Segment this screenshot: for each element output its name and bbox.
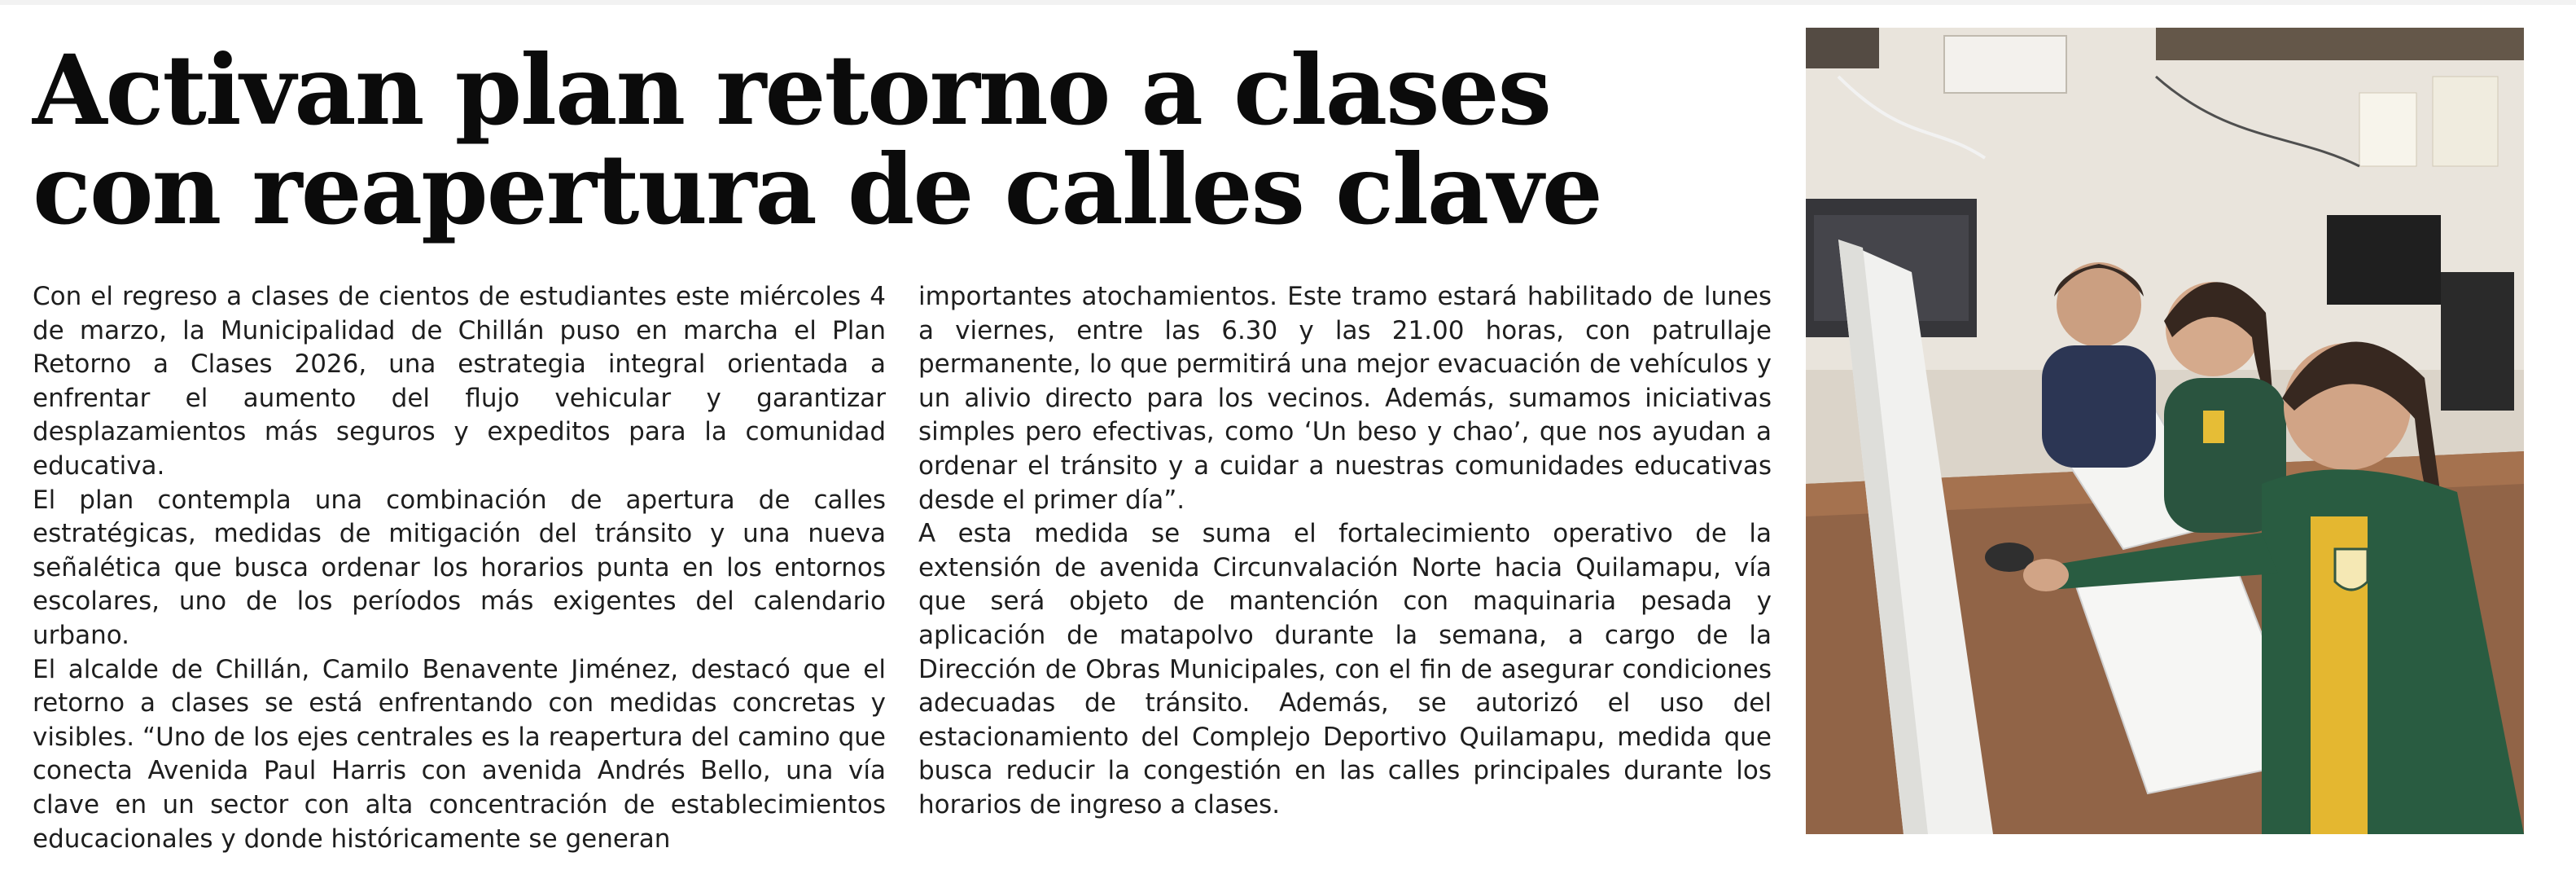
top-rule <box>0 0 2576 5</box>
body-paragraph: El alcalde de Chillán, Camilo Benavente Jiménez, destacó que el retorno a clases se está enfrentando con medidas concretas y visibles. “Uno de los ejes centrales es la reapertura del camino que conecta Avenida Paul Harris con avenida Andrés Bello, una vía clave en un sector con alta concentración de establecimientos educacionales y donde históricamente se generan <box>33 654 886 854</box>
body-paragraph: A esta medida se suma el fortalecimiento operativo de la extensión de avenida Circunvalación Norte hacia Quilamapu, vía que será objeto de mantención con maquinaria pesada y aplicación de matapolvo durante la semana, a cargo de la Dirección de Obras Municipales, con el fin de asegurar condiciones adecuadas de tránsito. Además, se autorizó el uso del estacionamiento del Complejo Deportivo Quilamapu, medida que busca reducir la congestión en las calles principales durante los horarios de ingreso a clases. <box>918 519 1772 819</box>
classroom-photo-illustration <box>1806 28 2524 834</box>
article-column-2 <box>918 280 1772 823</box>
article-photo <box>1806 28 2524 834</box>
headline-line-1: Activan plan retorno a clases <box>33 33 1551 147</box>
body-paragraph: Con el regreso a clases de cientos de estudiantes este miércoles 4 de marzo, la Municipalidad de Chillán puso en marcha el Plan Retorno a Clases 2026, una estrategia integral orientada a enfrentar el aumento del flujo vehicular y garantizar desplazamientos más seguros y expeditos para la comunidad educativa. <box>33 282 886 481</box>
body-paragraph: importantes atochamientos. Este tramo estará habilitado de lunes a viernes, entre las 6.30 y las 21.00 horas, con patrullaje permanente, lo que permitirá una mejor evacuación de vehículos y un alivio directo para los vecinos. Además, sumamos iniciativas simples pero efectivas, como ‘Un beso y chao’, que nos ayudan a ordenar el tránsito y a cuidar a nuestras comunidades educativas desde el primer día”. <box>918 282 1772 515</box>
body-paragraph: El plan contempla una combinación de apertura de calles estratégicas, medidas de mitigación del tránsito y una nueva señalética que busca ordenar los horarios punta en los entornos escolares, uno de los períodos más exigentes del calendario urbano. <box>33 485 886 650</box>
headline-line-2: con reapertura de calles clave <box>33 133 1601 246</box>
article-headline <box>33 33 1759 246</box>
article-column-1 <box>33 280 886 856</box>
